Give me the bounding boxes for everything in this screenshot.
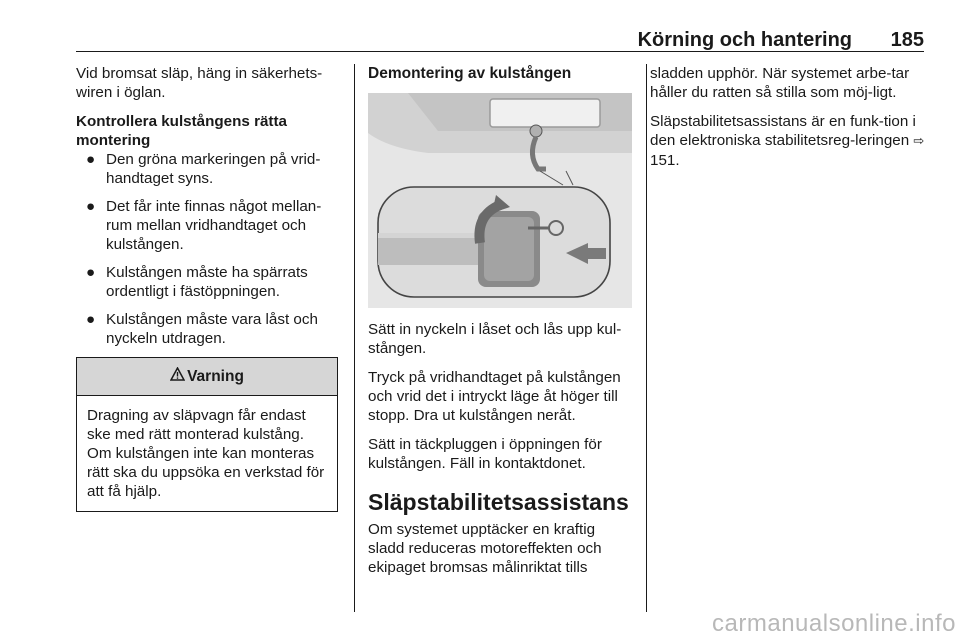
warning-triangle-icon: [170, 367, 185, 386]
header-rule: [76, 51, 924, 52]
column-right: [650, 64, 926, 180]
warning-body: Dragning av släpvagn får endast ske med rätt monterad kulstång. Om kulstången inte kan monteras rätt ska du uppsöka en verkstad för att få hjälp.: [87, 407, 325, 500]
warning-title: Varning: [187, 368, 244, 385]
check-list: [76, 150, 338, 348]
bullet-icon: ●: [86, 151, 96, 168]
paragraph: Tryck på vridhandtaget på kulstången och vrid det i intryckt läge åt höger till stopp. Dra ut kulstången neråt.: [368, 369, 621, 424]
list-item: ● Kulstången måste vara låst och nyckeln utdragen.: [86, 311, 318, 347]
page-title: Körning och hantering: [637, 29, 852, 51]
check-heading: Kontrollera kulstångens rätta montering: [76, 113, 287, 149]
column-divider: [354, 64, 355, 612]
paragraph: Om systemet upptäcker en kraftig sladd reduceras motoreffekten och ekipaget bromsas målinriktat tills: [368, 521, 602, 576]
column-middle: [368, 64, 632, 587]
bullet-icon: ●: [86, 311, 96, 328]
warning-box: [76, 357, 338, 512]
section-heading: Släpstabilitetsassistans: [368, 489, 629, 515]
bullet-icon: ●: [86, 264, 96, 281]
paragraph: Släpstabilitetsassistans är en funk-tion i den elektroniska stabilitetsreg-leringen ⇨ 151.: [650, 113, 925, 169]
list-item: ● Det får inte finnas något mellan-rum mellan vridhandtaget och kulstången.: [86, 198, 322, 253]
paragraph: Sätt in täckpluggen i öppningen för kulstången. Fäll in kontaktdonet.: [368, 436, 602, 472]
section-subheading: Demontering av kulstången: [368, 65, 572, 82]
column-divider: [646, 64, 647, 612]
bullet-icon: ●: [86, 198, 96, 215]
list-item: ● Kulstången måste ha spärrats ordentligt i fästöppningen.: [86, 264, 308, 300]
watermark: carmanualsonline.info: [712, 610, 956, 637]
page-reference-link[interactable]: 151.: [650, 152, 680, 169]
page-number: 185: [890, 29, 924, 51]
warning-header: [77, 358, 337, 396]
column-left: [76, 64, 338, 512]
towbar-illustration: [368, 93, 632, 308]
page-header: [0, 0, 960, 52]
towbar-illustration-graphic: [368, 93, 632, 308]
list-item: ● Den gröna markeringen på vrid-handtaget syns.: [86, 151, 321, 187]
paragraph: sladden upphör. När systemet arbe-tar håller du ratten så stilla som möj-ligt.: [650, 65, 910, 101]
page-reference-arrow-icon: ⇨: [913, 134, 925, 149]
paragraph: Sätt in nyckeln i låset och lås upp kul-stången.: [368, 321, 622, 357]
intro-paragraph: Vid bromsat släp, häng in säkerhets-wiren i öglan.: [76, 65, 323, 101]
